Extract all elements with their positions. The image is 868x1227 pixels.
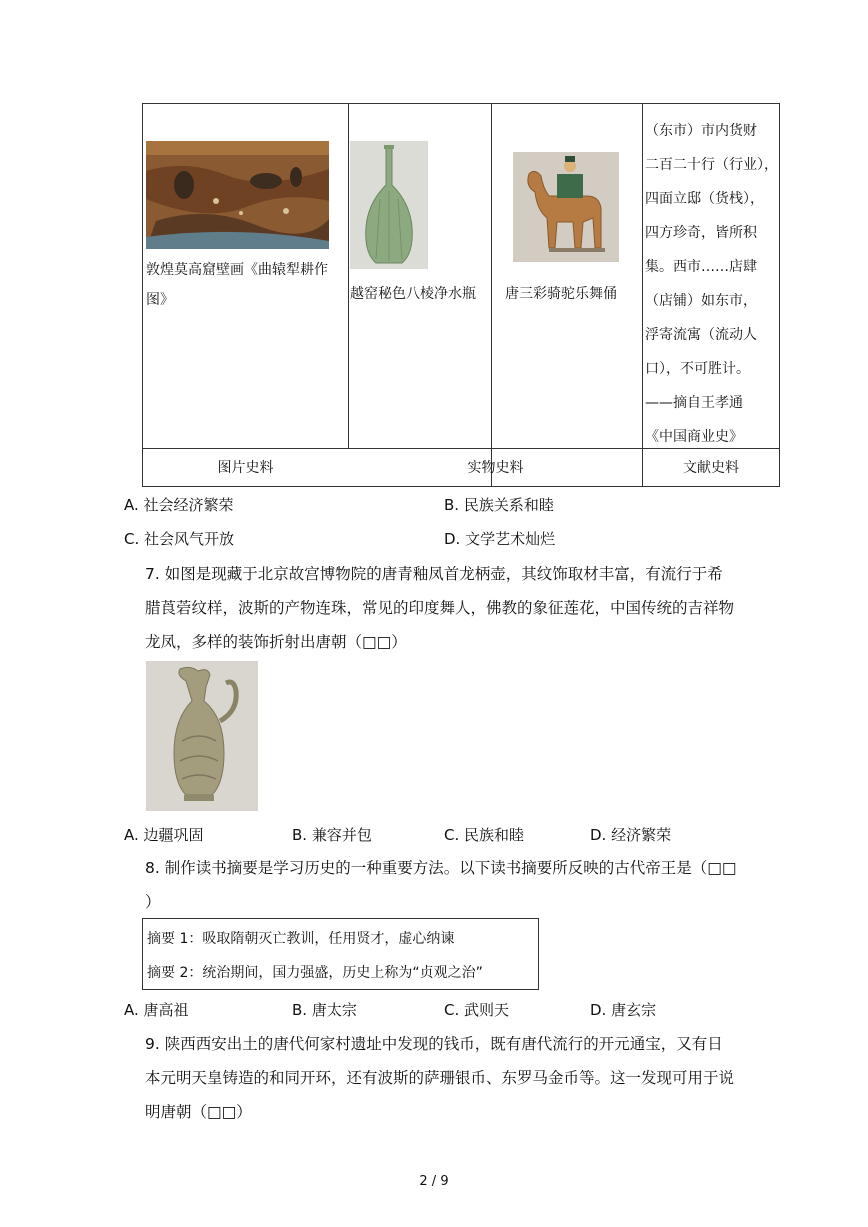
option-d[interactable]: D. 唐玄宗 [590,1001,657,1019]
mural-image [146,141,329,249]
question-7-text: 7. 如图是现藏于北京故宫博物院的唐青釉凤首龙柄壶，其纹饰取材丰富，有流行于希 [145,565,723,583]
option-c[interactable]: C. 武则天 [444,1001,510,1019]
question-7-text: 腊莨菪纹样，波斯的产物连珠，常见的印度舞人，佛教的象征莲花，中国传统的吉祥物 [145,599,735,617]
option-b[interactable]: B. 兼容并包 [292,826,372,844]
document-line: 《中国商业史》 [645,429,743,445]
camel-caption: 唐三彩骑驼乐舞俑 [505,286,617,302]
question-9-text: 明唐朝（□□） [145,1103,252,1121]
table-divider [642,104,643,486]
option-b[interactable]: B. 民族关系和睦 [444,496,554,514]
document-line: 二百二十行（行业）， [645,157,778,173]
question-8-text: 8. 制作读书摘要是学习历史的一种重要方法。以下读书摘要所反映的古代帝王是（□□ [145,859,737,877]
question-9-text: 本元明天皇铸造的和同开环，还有波斯的萨珊银币、东罗马金币等。这一发现可用于说 [145,1069,735,1087]
question-7-text: 龙凤，多样的装饰折射出唐朝（□□） [145,633,407,651]
footer-object-source: 实物史料 [467,460,524,476]
mural-caption: 敦煌莫高窟壁画《曲辕犁耕作 图》 [146,262,328,308]
option-c[interactable]: C. 社会风气开放 [124,530,235,548]
phoenix-head-ewer-image [146,661,258,811]
vase-caption: 越窑秘色八棱净水瓶 [350,286,476,302]
option-d[interactable]: D. 文学艺术灿烂 [444,530,556,548]
summary-1: 摘要 1：吸取隋朝灭亡教训，任用贤才，虚心纳谏 [147,931,455,947]
document-line: 口），不可胜计。 [645,361,750,377]
table-divider [491,104,492,486]
summary-2: 摘要 2：统治期间，国力强盛，历史上称为“贞观之治” [147,965,483,981]
option-b[interactable]: B. 唐太宗 [292,1001,357,1019]
vase-image [350,141,428,269]
document-excerpt [645,114,780,454]
summary-box [142,918,539,990]
option-c[interactable]: C. 民族和睦 [444,826,525,844]
footer-document-source: 文献史料 [683,460,739,476]
document-line: （东市）市内货财 [645,123,757,139]
option-a[interactable]: A. 唐高祖 [124,1001,189,1019]
document-line: ——摘自王孝通 [645,395,743,411]
document-line: 四面立邸（货栈）， [645,191,764,207]
page-number: 2 / 9 [419,1174,449,1189]
option-d[interactable]: D. 经济繁荣 [590,826,672,844]
table-divider [348,104,349,448]
question-8-text: ） [145,893,161,911]
camel-figurine-image [513,152,619,262]
document-line: 集。西市……店肆 [645,259,757,275]
footer-picture-source: 图片史料 [217,460,274,476]
question-9-text: 9. 陕西西安出土的唐代何家村遗址中发现的钱币，既有唐代流行的开元通宝，又有日 [145,1035,723,1053]
document-line: 四方珍奇，皆所积 [645,225,757,241]
document-line: 浮寄流寓（流动人 [645,327,757,343]
source-table [142,103,780,487]
option-a[interactable]: A. 边疆巩固 [124,826,204,844]
option-a[interactable]: A. 社会经济繁荣 [124,496,234,514]
document-line: （店铺）如东市， [645,293,757,309]
